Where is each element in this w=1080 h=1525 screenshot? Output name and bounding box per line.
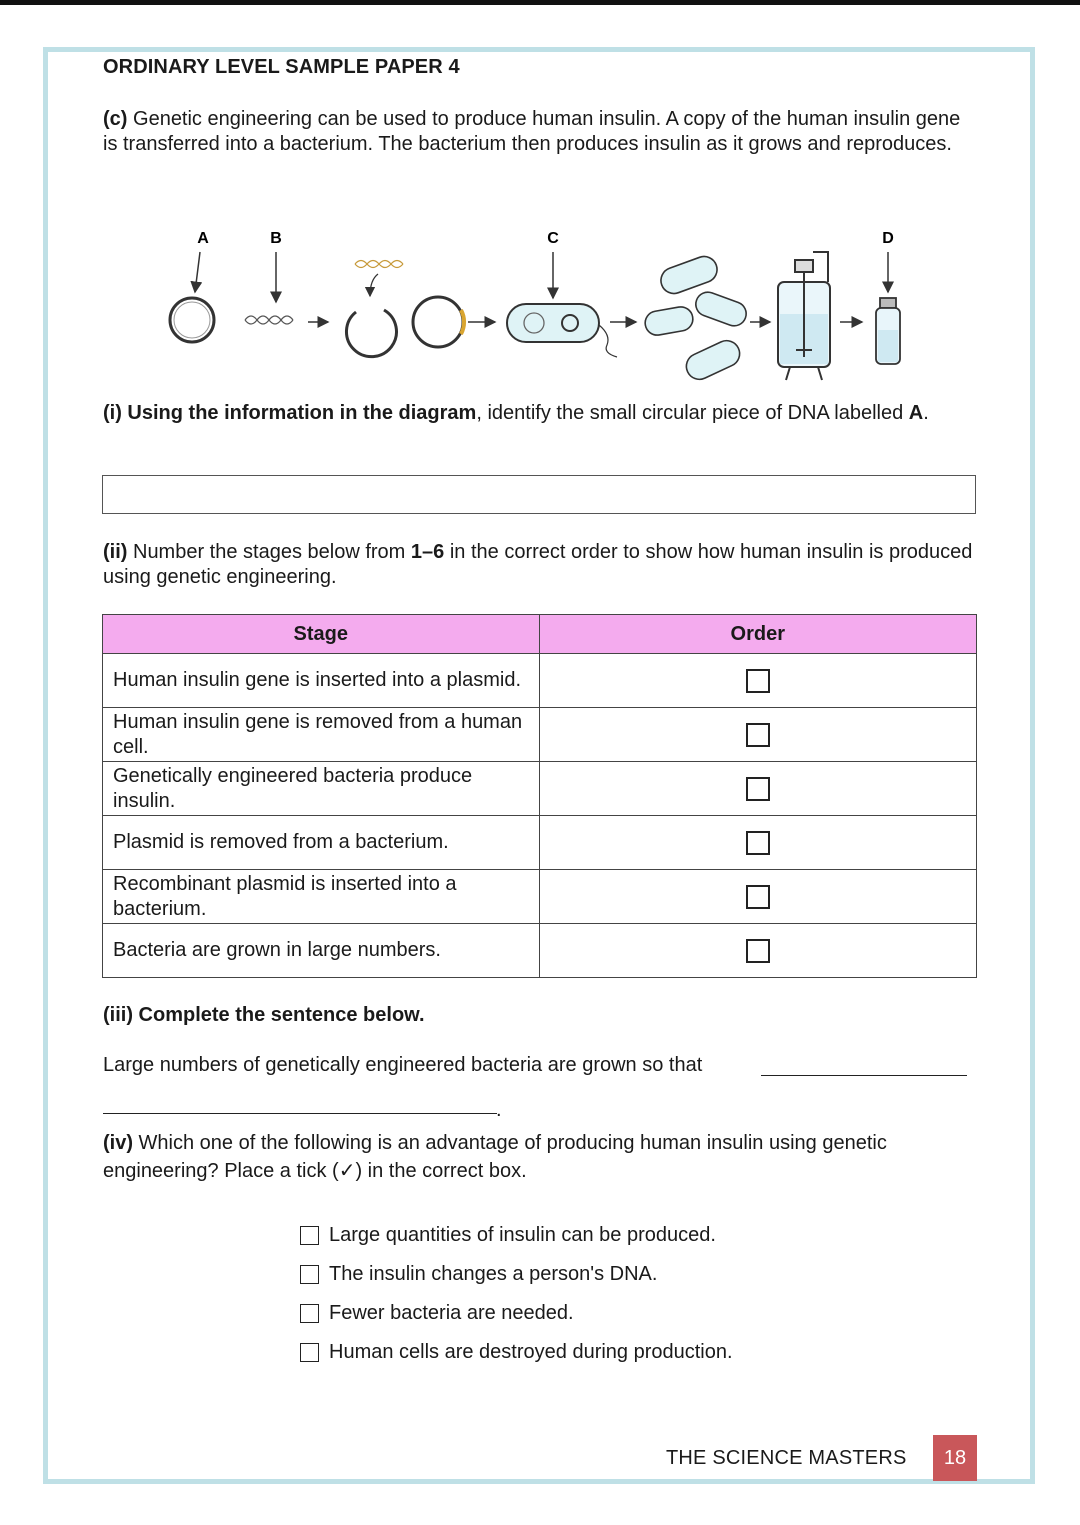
question-ii-text: Number the stages below from <box>127 541 411 563</box>
stage-cell: Recombinant plasmid is inserted into a bacterium. <box>103 870 540 924</box>
footer-brand: THE SCIENCE MASTERS <box>666 1447 907 1469</box>
open-plasmid <box>346 310 396 357</box>
stage-cell: Human insulin gene is removed from a human cell. <box>103 708 540 762</box>
question-i-prefix: (i) Using the information in the diagram <box>103 402 477 424</box>
header-stage: Stage <box>103 615 540 654</box>
answer-line[interactable] <box>103 1113 497 1114</box>
page-title: ORDINARY LEVEL SAMPLE PAPER 4 <box>103 56 460 78</box>
options-list <box>300 1216 733 1372</box>
stage-cell: Plasmid is removed from a bacterium. <box>103 816 540 870</box>
answer-line[interactable] <box>761 1075 967 1076</box>
table-row <box>103 708 977 762</box>
order-checkbox[interactable] <box>746 669 770 693</box>
table-row <box>103 654 977 708</box>
stage-cell: Human insulin gene is inserted into a plasmid. <box>103 654 540 708</box>
order-checkbox[interactable] <box>746 723 770 747</box>
recombinant-plasmid <box>413 297 463 347</box>
order-checkbox[interactable] <box>746 777 770 801</box>
option-label: The insulin changes a person's DNA. <box>329 1263 658 1285</box>
question-iv-text: Which one of the following is an advantage of producing human insulin using genetic engineering? Place a tick (✓) in the correct box. <box>103 1132 887 1182</box>
option-checkbox[interactable] <box>300 1226 319 1245</box>
option-checkbox[interactable] <box>300 1304 319 1323</box>
part-label: (c) <box>103 108 128 130</box>
label-b: B <box>270 230 282 247</box>
dna-gene-icon <box>355 261 403 268</box>
page-number-badge: 18 <box>933 1435 977 1481</box>
question-i-label: A <box>908 402 924 424</box>
stage-cell: Bacteria are grown in large numbers. <box>103 924 540 978</box>
insulin-vial-icon <box>876 298 900 364</box>
option-label: Large quantities of insulin can be produced. <box>329 1224 716 1246</box>
question-iv-prefix: (iv) <box>103 1132 133 1154</box>
question-i <box>103 401 993 426</box>
table-row <box>103 816 977 870</box>
table-header-row <box>103 615 977 654</box>
question-iv <box>103 1129 983 1185</box>
question-ii-range: 1–6 <box>410 541 445 563</box>
intro-paragraph <box>103 107 973 157</box>
table-row <box>103 924 977 978</box>
option-item <box>300 1294 733 1333</box>
option-item <box>300 1333 733 1372</box>
bacterium-icon <box>507 304 617 357</box>
intro-text: Genetic engineering can be used to produce human insulin. A copy of the human insulin gene is transferred into a bacterium. The bacterium then produces insulin as it grows and reproduces. <box>103 108 961 155</box>
label-d: D <box>882 230 894 247</box>
stage-cell: Genetically engineered bacteria produce insulin. <box>103 762 540 816</box>
fermenter-icon <box>778 252 830 380</box>
order-checkbox[interactable] <box>746 885 770 909</box>
question-ii <box>103 540 983 590</box>
label-a: A <box>197 230 209 247</box>
option-checkbox[interactable] <box>300 1265 319 1284</box>
question-iii-title: (iii) Complete the sentence below. <box>103 1004 425 1026</box>
top-border <box>0 0 1080 5</box>
table-row <box>103 762 977 816</box>
answer-box-i[interactable] <box>102 475 976 514</box>
option-label: Human cells are destroyed during production. <box>329 1341 733 1363</box>
question-ii-prefix: (ii) <box>103 541 128 563</box>
sentence-end-dot: . <box>496 1099 502 1121</box>
order-checkbox[interactable] <box>746 831 770 855</box>
question-ii-text-end: in the correct order to show how human insulin is produced using genetic engineering. <box>103 541 973 588</box>
header-order: Order <box>539 615 976 654</box>
question-i-end: . <box>923 402 929 424</box>
option-label: Fewer bacteria are needed. <box>329 1302 574 1324</box>
arrow-a <box>195 252 200 292</box>
option-checkbox[interactable] <box>300 1343 319 1362</box>
option-item <box>300 1255 733 1294</box>
option-item <box>300 1216 733 1255</box>
order-checkbox[interactable] <box>746 939 770 963</box>
question-iii-sentence: Large numbers of genetically engineered bacteria are grown so that <box>103 1054 703 1076</box>
dna-gene-icon <box>245 316 293 324</box>
plasmid-a <box>170 298 214 342</box>
label-c: C <box>547 230 559 247</box>
table-row <box>103 870 977 924</box>
question-i-text: , identify the small circular piece of DNA labelled <box>476 402 909 424</box>
stages-table <box>102 614 977 978</box>
bacteria-colony-icon <box>643 253 749 384</box>
genetic-engineering-diagram <box>150 222 930 392</box>
